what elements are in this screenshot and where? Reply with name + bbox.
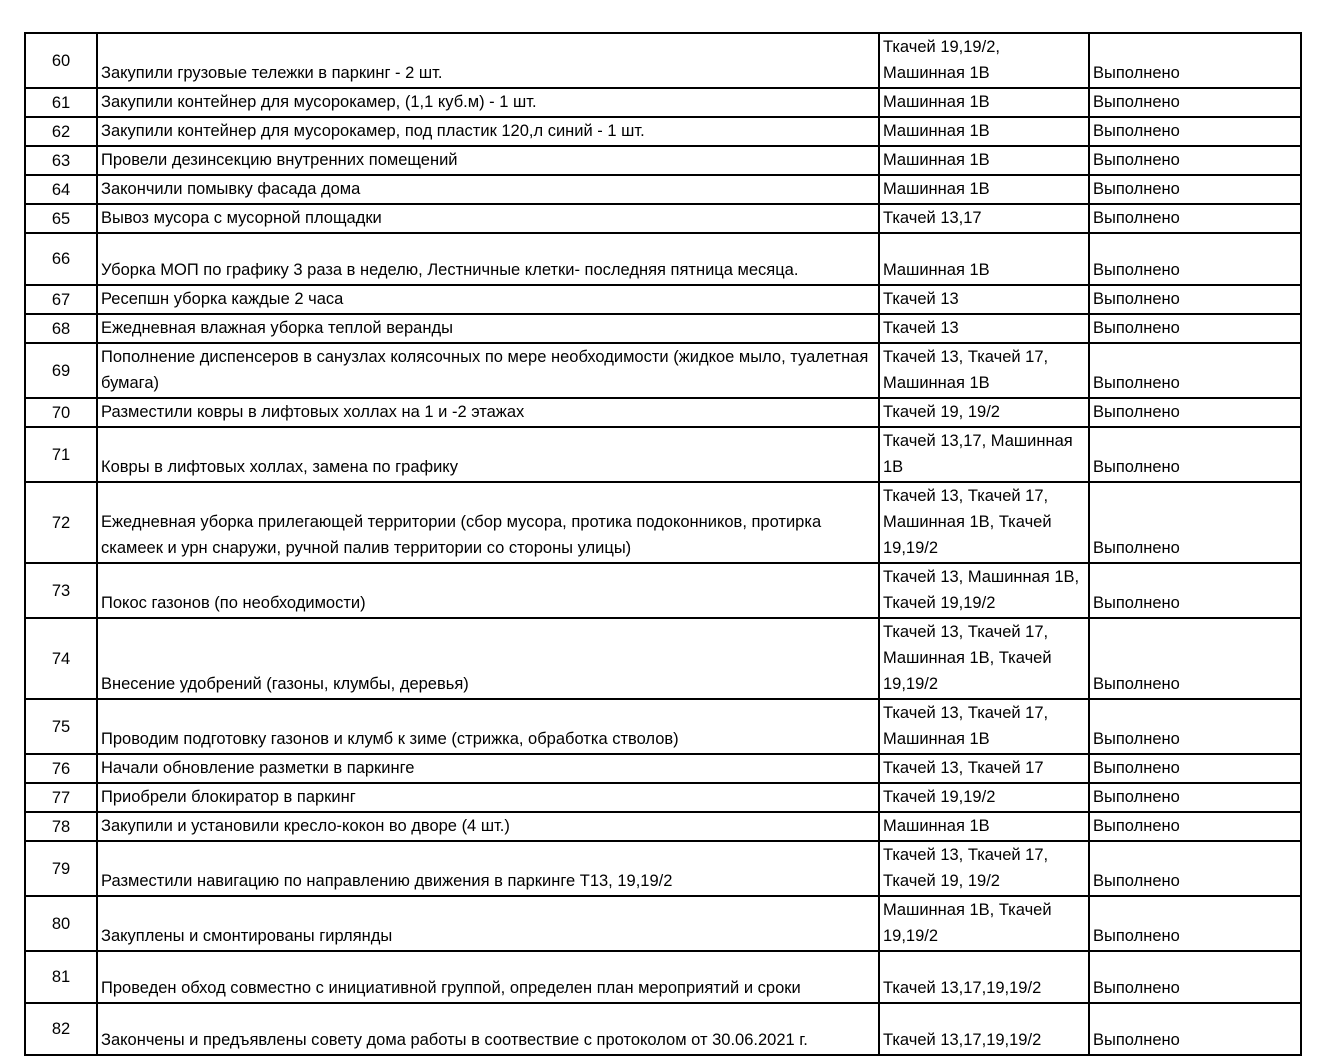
- row-number-cell: 72: [25, 482, 97, 563]
- table-row: [25, 33, 1301, 88]
- address-cell: Ткачей 13, Ткачей 17, Машинная 1В: [879, 699, 1089, 754]
- work-description-cell: Начали обновление разметки в паркинге: [97, 754, 879, 783]
- address-cell: Ткачей 19,19/2: [879, 783, 1089, 812]
- table-row: [25, 233, 1301, 285]
- status-cell: Выполнено: [1089, 482, 1301, 563]
- address-cell: Ткачей 19, 19/2: [879, 398, 1089, 427]
- status-cell: Выполнено: [1089, 1003, 1301, 1055]
- table-row: [25, 563, 1301, 618]
- table-row: [25, 1003, 1301, 1055]
- table-row: [25, 896, 1301, 951]
- work-description-cell: Закупили грузовые тележки в паркинг - 2 шт.: [97, 33, 879, 88]
- table-row: [25, 314, 1301, 343]
- address-cell: Ткачей 13, Ткачей 17, Машинная 1В, Ткачей 19,19/2: [879, 482, 1089, 563]
- status-cell: Выполнено: [1089, 343, 1301, 398]
- address-cell: Ткачей 13,17,19,19/2: [879, 1003, 1089, 1055]
- row-number-cell: 78: [25, 812, 97, 841]
- table-row: [25, 783, 1301, 812]
- row-number-cell: 60: [25, 33, 97, 88]
- work-report-table: [24, 32, 1302, 1056]
- address-cell: Ткачей 13, Ткачей 17, Ткачей 19, 19/2: [879, 841, 1089, 896]
- row-number-cell: 81: [25, 951, 97, 1003]
- row-number-cell: 76: [25, 754, 97, 783]
- table-row: [25, 482, 1301, 563]
- status-cell: Выполнено: [1089, 618, 1301, 699]
- row-number-cell: 65: [25, 204, 97, 233]
- row-number-cell: 64: [25, 175, 97, 204]
- status-cell: Выполнено: [1089, 896, 1301, 951]
- row-number-cell: 66: [25, 233, 97, 285]
- address-cell: Ткачей 13, Ткачей 17: [879, 754, 1089, 783]
- status-cell: Выполнено: [1089, 33, 1301, 88]
- work-description-cell: Закупили контейнер для мусорокамер, под пластик 120,л синий - 1 шт.: [97, 117, 879, 146]
- table-row: [25, 175, 1301, 204]
- status-cell: Выполнено: [1089, 841, 1301, 896]
- row-number-cell: 75: [25, 699, 97, 754]
- work-description-cell: Внесение удобрений (газоны, клумбы, деревья): [97, 618, 879, 699]
- address-cell: Машинная 1В: [879, 175, 1089, 204]
- table-row: [25, 343, 1301, 398]
- status-cell: Выполнено: [1089, 563, 1301, 618]
- status-cell: Выполнено: [1089, 812, 1301, 841]
- table-row: [25, 427, 1301, 482]
- row-number-cell: 80: [25, 896, 97, 951]
- work-description-cell: Закончены и предъявлены совету дома работы в соотвествие с протоколом от 30.06.2021 г.: [97, 1003, 879, 1055]
- row-number-cell: 70: [25, 398, 97, 427]
- table-row: [25, 398, 1301, 427]
- address-cell: Ткачей 19,19/2, Машинная 1В: [879, 33, 1089, 88]
- row-number-cell: 82: [25, 1003, 97, 1055]
- table-row: [25, 812, 1301, 841]
- status-cell: Выполнено: [1089, 204, 1301, 233]
- row-number-cell: 79: [25, 841, 97, 896]
- status-cell: Выполнено: [1089, 233, 1301, 285]
- row-number-cell: 69: [25, 343, 97, 398]
- status-cell: Выполнено: [1089, 754, 1301, 783]
- address-cell: Машинная 1В: [879, 117, 1089, 146]
- work-description-cell: Провели дезинсекцию внутренних помещений: [97, 146, 879, 175]
- table-row: [25, 754, 1301, 783]
- status-cell: Выполнено: [1089, 285, 1301, 314]
- row-number-cell: 67: [25, 285, 97, 314]
- row-number-cell: 74: [25, 618, 97, 699]
- row-number-cell: 61: [25, 88, 97, 117]
- status-cell: Выполнено: [1089, 951, 1301, 1003]
- address-cell: Ткачей 13: [879, 314, 1089, 343]
- row-number-cell: 62: [25, 117, 97, 146]
- work-description-cell: Закупили контейнер для мусорокамер, (1,1 куб.м) - 1 шт.: [97, 88, 879, 117]
- status-cell: Выполнено: [1089, 88, 1301, 117]
- address-cell: Машинная 1В: [879, 233, 1089, 285]
- status-cell: Выполнено: [1089, 398, 1301, 427]
- address-cell: Ткачей 13,17,19,19/2: [879, 951, 1089, 1003]
- status-cell: Выполнено: [1089, 427, 1301, 482]
- work-description-cell: Проведен обход совместно с инициативной группой, определен план мероприятий и сроки: [97, 951, 879, 1003]
- work-description-cell: Пополнение диспенсеров в санузлах колясочных по мере необходимости (жидкое мыло, туалетная бумага): [97, 343, 879, 398]
- row-number-cell: 63: [25, 146, 97, 175]
- table-row: [25, 117, 1301, 146]
- table-row: [25, 618, 1301, 699]
- status-cell: Выполнено: [1089, 146, 1301, 175]
- address-cell: Машинная 1В: [879, 812, 1089, 841]
- row-number-cell: 77: [25, 783, 97, 812]
- work-description-cell: Приобрели блокиратор в паркинг: [97, 783, 879, 812]
- row-number-cell: 71: [25, 427, 97, 482]
- address-cell: Ткачей 13,17: [879, 204, 1089, 233]
- address-cell: Машинная 1В: [879, 146, 1089, 175]
- address-cell: Машинная 1В: [879, 88, 1089, 117]
- work-description-cell: Ежедневная уборка прилегающей территории (сбор мусора, протика подоконников, протирка скамеек и урн снаружи, ручной палив территории со стороны улицы): [97, 482, 879, 563]
- status-cell: Выполнено: [1089, 117, 1301, 146]
- work-description-cell: Проводим подготовку газонов и клумб к зиме (стрижка, обработка стволов): [97, 699, 879, 754]
- work-description-cell: Закупили и установили кресло-кокон во дворе (4 шт.): [97, 812, 879, 841]
- address-cell: Ткачей 13, Ткачей 17, Машинная 1В, Ткачей 19,19/2: [879, 618, 1089, 699]
- work-description-cell: Уборка МОП по графику 3 раза в неделю, Лестничные клетки- последняя пятница месяца.: [97, 233, 879, 285]
- table-body: [25, 33, 1301, 1055]
- address-cell: Ткачей 13, Ткачей 17, Машинная 1В: [879, 343, 1089, 398]
- work-description-cell: Ежедневная влажная уборка теплой веранды: [97, 314, 879, 343]
- status-cell: Выполнено: [1089, 699, 1301, 754]
- work-description-cell: Разместили навигацию по направлению движения в паркинге Т13, 19,19/2: [97, 841, 879, 896]
- address-cell: Ткачей 13, Машинная 1В, Ткачей 19,19/2: [879, 563, 1089, 618]
- work-description-cell: Ресепшн уборка каждые 2 часа: [97, 285, 879, 314]
- row-number-cell: 68: [25, 314, 97, 343]
- row-number-cell: 73: [25, 563, 97, 618]
- work-description-cell: Закончили помывку фасада дома: [97, 175, 879, 204]
- status-cell: Выполнено: [1089, 314, 1301, 343]
- table-row: [25, 88, 1301, 117]
- table-row: [25, 951, 1301, 1003]
- status-cell: Выполнено: [1089, 783, 1301, 812]
- work-description-cell: Разместили ковры в лифтовых холлах на 1 и -2 этажах: [97, 398, 879, 427]
- address-cell: Машинная 1В, Ткачей 19,19/2: [879, 896, 1089, 951]
- work-description-cell: Покос газонов (по необходимости): [97, 563, 879, 618]
- work-description-cell: Вывоз мусора с мусорной площадки: [97, 204, 879, 233]
- table-row: [25, 204, 1301, 233]
- table-row: [25, 841, 1301, 896]
- status-cell: Выполнено: [1089, 175, 1301, 204]
- table-row: [25, 699, 1301, 754]
- table-row: [25, 285, 1301, 314]
- address-cell: Ткачей 13,17, Машинная 1В: [879, 427, 1089, 482]
- address-cell: Ткачей 13: [879, 285, 1089, 314]
- work-description-cell: Ковры в лифтовых холлах, замена по графику: [97, 427, 879, 482]
- table-row: [25, 146, 1301, 175]
- work-description-cell: Закуплены и смонтированы гирлянды: [97, 896, 879, 951]
